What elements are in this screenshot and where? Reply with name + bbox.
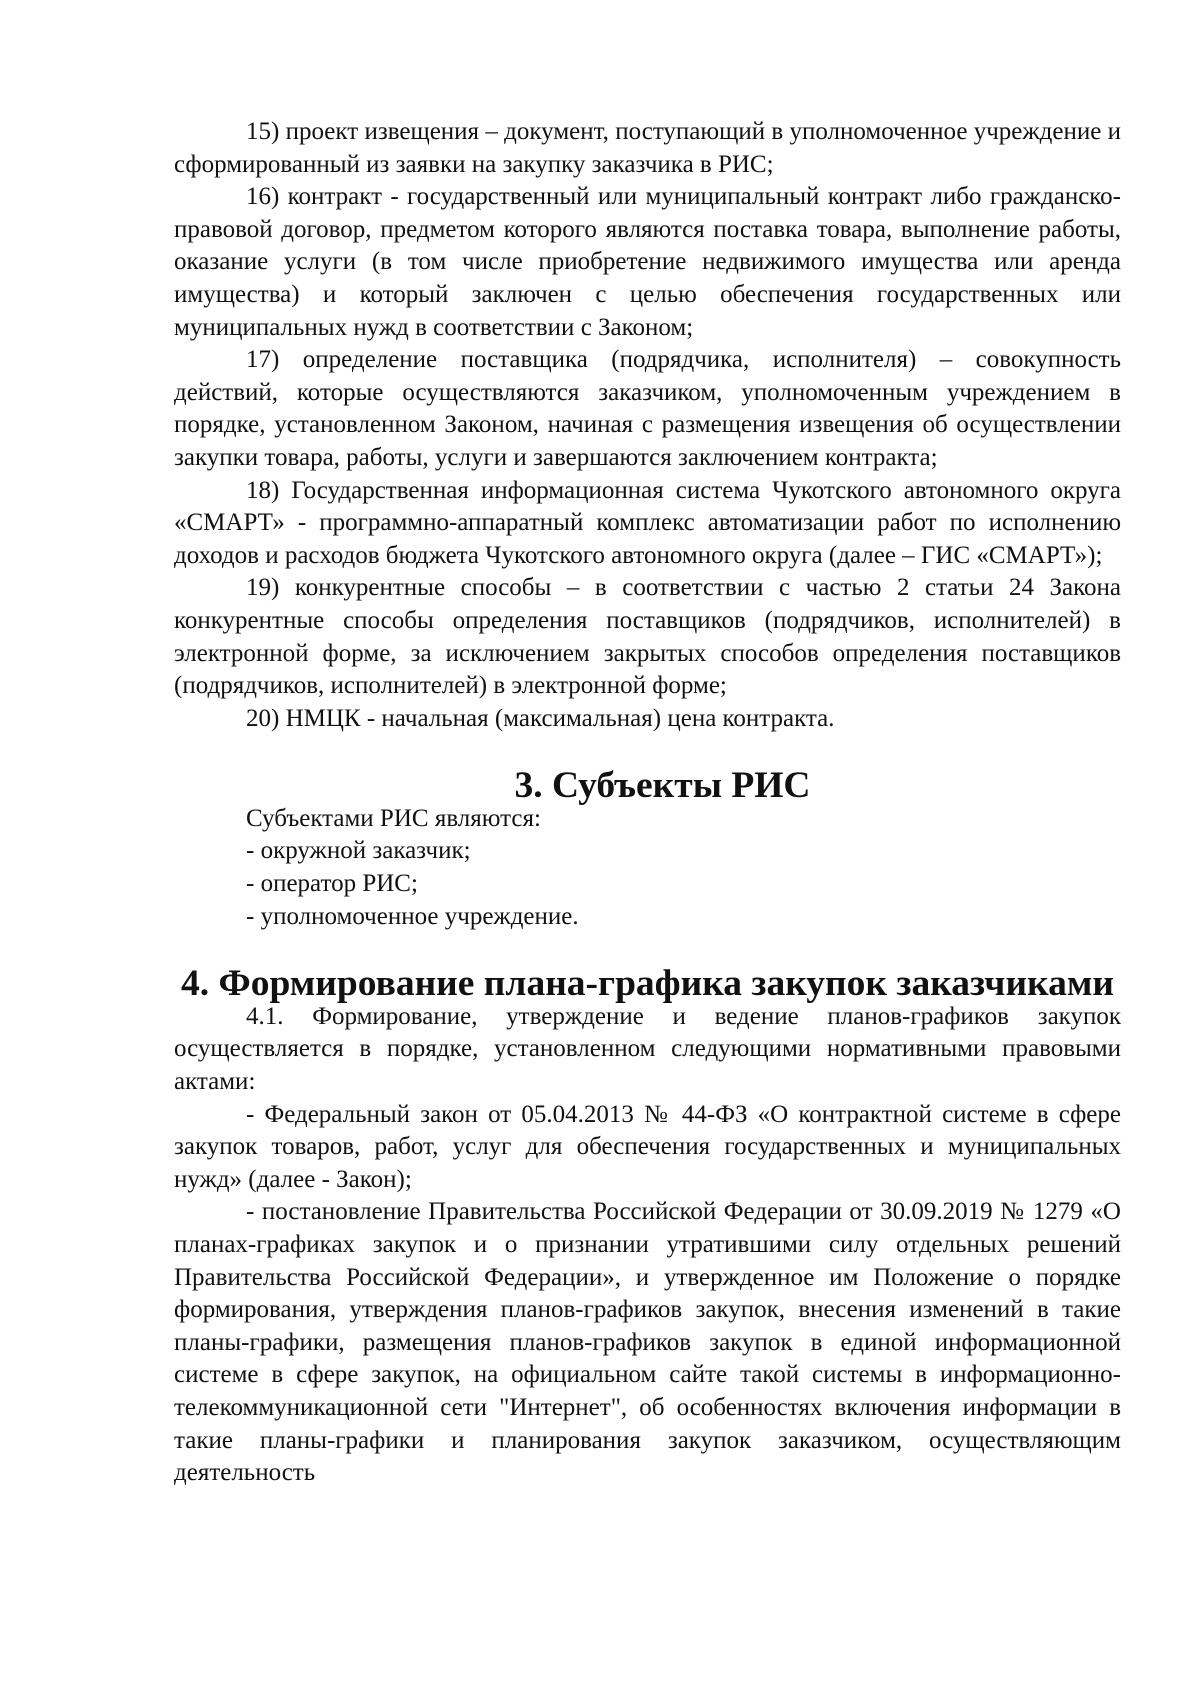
- definition-16: 16) контракт - государственный или муниципальный контракт либо гражданско-правовой договор, предметом которого являются поставка товара, выполнение работы, оказание услуги (в том числе приобретение недвижимого имущества или аренда имущества) и который заключен с целью обеспечения государственных или муниципальных нужд в соответствии с Законом;: [174, 183, 1121, 341]
- section-4-government-decree: - постановление Правительства Российской Федерации от 30.09.2019 № 1279 «О планах-графиках закупок и о признании утратившими силу отдельных решений Правительства Российской Федерации», и утвержденное им Положение о порядке формирования, утверждения планов-графиков закупок, внесения изменений в такие планы-графики, размещения планов-графиков закупок в единой информационной системе в сфере закупок, на официальном сайте такой системы в информационно-телекоммуникационной сети "Интернет", об особенностях включения информации в такие планы-графики и планирования закупок заказчиком, осуществляющим деятельность: [174, 1198, 1121, 1487]
- definition-20: 20) НМЦК - начальная (максимальная) цена контракта.: [246, 704, 835, 732]
- document-body: [174, 116, 1121, 1490]
- definition-15: 15) проект извещения – документ, поступающий в уполномоченное учреждение и сформированный из заявки на закупку заказчика в РИС;: [174, 118, 1121, 178]
- definition-19: 19) конкурентные способы – в соответствии с частью 2 статьи 24 Закона конкурентные способы определения поставщиков (подрядчиков, исполнителей) в электронной форме, за исключением закрытых способов определения поставщиков (подрядчиков, исполнителей) в электронной форме;: [174, 574, 1121, 700]
- subject-list-item: - оператор РИС;: [246, 870, 418, 898]
- section-3-title: 3. Субъекты РИС: [514, 765, 811, 807]
- section-4-paragraph-4-1: 4.1. Формирование, утверждение и ведение планов-графиков закупок осуществляется в порядке, установленном следующими нормативными правовыми актами:: [174, 1002, 1121, 1096]
- definition-18: 18) Государственная информационная система Чукотского автономного округа «СМАРТ» - программно-аппаратный комплекс автоматизации работ по исполнению доходов и расходов бюджета Чукотского автономного округа (далее – ГИС «СМАРТ»);: [174, 476, 1121, 569]
- section-3-intro: Субъектами РИС являются:: [246, 804, 541, 832]
- section-4-federal-law: - Федеральный закон от 05.04.2013 № 44-ФЗ «О контрактной системе в сфере закупок товаров, работ, услуг для обеспечения государственных и муниципальных нужд» (далее - Закон);: [174, 1100, 1121, 1193]
- section-4-title: 4. Формирование плана-графика закупок заказчиками: [181, 963, 1114, 1005]
- subject-list-item: - окружной заказчик;: [246, 837, 471, 865]
- subject-list-item: - уполномоченное учреждение.: [246, 902, 579, 930]
- definition-17: 17) определение поставщика (подрядчика, исполнителя) – совокупность действий, которые осуществляются заказчиком, уполномоченным учреждением в порядке, установленном Законом, начиная с размещения извещения об осуществлении закупки товара, работы, услуги и завершаются заключением контракта;: [174, 346, 1121, 471]
